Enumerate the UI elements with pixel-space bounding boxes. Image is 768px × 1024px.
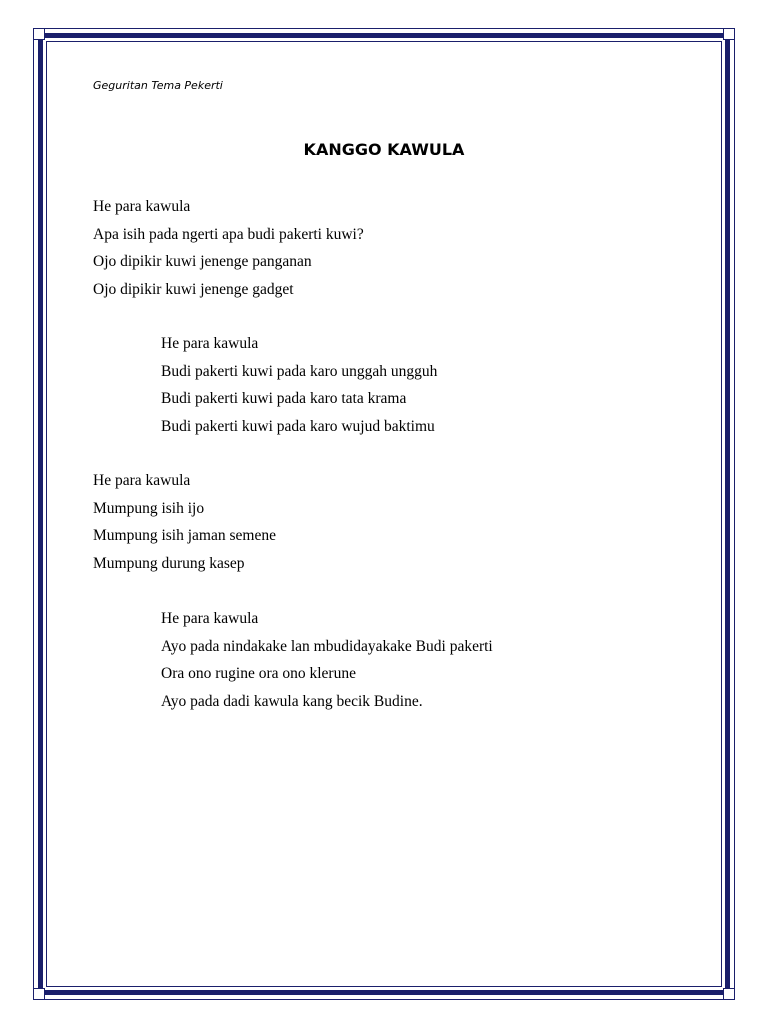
stanza-line: Ora ono rugine ora ono klerune (161, 665, 356, 682)
stanza-line: Ayo pada nindakake lan mbudidayakake Budi pakerti (161, 637, 493, 655)
border-corner-bottom-left (33, 988, 45, 1000)
border-corner-top-left (33, 28, 45, 40)
stanza-line: Ayo pada dadi kawula kang becik Budine. (161, 692, 423, 710)
stanza-line: He para kawula (93, 472, 191, 489)
stanza-4 (161, 605, 493, 715)
poem-title: KANGGO KAWULA (303, 140, 465, 159)
stanza-line: Budi pakerti kuwi pada karo tata krama (161, 390, 407, 407)
stanza-line: Budi pakerti kuwi pada karo wujud baktimu (161, 417, 435, 435)
stanza-line: Ojo dipikir kuwi jenenge panganan (93, 253, 312, 270)
stanza-line: Ojo dipikir kuwi jenenge gadget (93, 280, 294, 298)
stanza-line: Mumpung isih jaman semene (93, 527, 276, 544)
stanza-line: He para kawula (161, 335, 259, 352)
border-corner-top-right (723, 28, 735, 40)
stanza-line: He para kawula (161, 610, 259, 627)
stanza-2 (161, 330, 437, 440)
header-note: Geguritan Tema Pekerti (93, 79, 223, 92)
stanza-line: He para kawula (93, 198, 191, 215)
stanza-1 (93, 193, 364, 303)
stanza-line: Budi pakerti kuwi pada karo unggah ungguh (161, 362, 438, 380)
border-corner-bottom-right (723, 988, 735, 1000)
stanza-line: Apa isih pada ngerti apa budi pakerti kuwi? (93, 225, 364, 243)
stanza-3 (93, 467, 276, 577)
stanza-line: Mumpung isih ijo (93, 499, 205, 517)
stanza-line: Mumpung durung kasep (93, 554, 245, 572)
